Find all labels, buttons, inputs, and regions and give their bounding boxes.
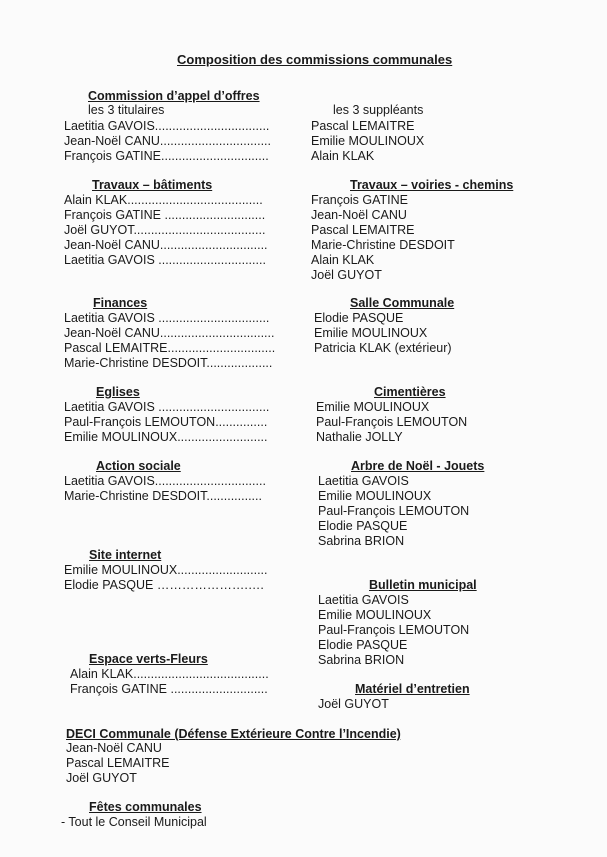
list-item: Emilie MOULINOUX — [316, 400, 430, 414]
list-item: Emilie MOULINOUX — [314, 326, 428, 340]
heading-finances: Finances — [93, 296, 148, 310]
heading-appel-offres: Commission d’appel d’offres — [88, 89, 260, 103]
list-deci — [66, 741, 170, 786]
list-item: Marie-Christine DESDOIT................... — [64, 356, 273, 370]
heading-travaux-voiries: Travaux – voiries - chemins — [350, 178, 514, 192]
list-action-sociale — [64, 474, 266, 504]
list-item: - Tout le Conseil Municipal — [61, 815, 207, 829]
heading-site-internet: Site internet — [89, 548, 162, 562]
list-item: Joël GUYOT — [311, 268, 382, 282]
heading-eglises: Eglises — [96, 385, 140, 399]
list-item: Alain KLAK — [311, 149, 375, 163]
list-site-internet — [64, 563, 268, 593]
list-salle-communale — [314, 311, 452, 356]
heading-travaux-batiments: Travaux – bâtiments — [92, 178, 213, 192]
list-item: François GATINE ............................. — [64, 208, 266, 222]
list-item: Laetitia GAVOIS ............................... — [64, 253, 266, 267]
list-item: Jean-Noël CANU................................ — [64, 134, 272, 148]
list-item: Emilie MOULINOUX — [311, 134, 425, 148]
list-item: Pascal LEMAITRE — [66, 756, 170, 770]
list-item: Laetitia GAVOIS — [318, 593, 409, 607]
list-item: Joël GUYOT — [318, 697, 389, 711]
list-fetes — [61, 815, 207, 830]
list-item: Patricia KLAK (extérieur) — [314, 341, 452, 355]
list-item: Elodie PASQUE — [314, 311, 404, 325]
list-item: Alain KLAK — [311, 253, 375, 267]
list-item: Jean-Noël CANU............................... — [64, 238, 268, 252]
list-item: Elodie PASQUE — [318, 638, 408, 652]
list-espace-verts — [70, 667, 269, 697]
list-item: François GATINE............................... — [64, 149, 269, 163]
list-bulletin-municipal — [318, 593, 469, 668]
heading-cimetieres: Cimentières — [374, 385, 446, 399]
heading-bulletin-municipal: Bulletin municipal — [369, 578, 477, 592]
page-title: Composition des commissions communales — [177, 52, 453, 67]
list-item: Emilie MOULINOUX — [318, 608, 432, 622]
list-item: Jean-Noël CANU — [311, 208, 407, 222]
list-titulaires — [64, 119, 271, 164]
list-materiel-entretien — [318, 697, 389, 712]
list-item: Marie-Christine DESDOIT................ — [64, 489, 262, 503]
list-item: Pascal LEMAITRE — [311, 223, 415, 237]
list-item: Paul-François LEMOUTON — [316, 415, 468, 429]
heading-action-sociale: Action sociale — [96, 459, 181, 473]
list-item: Jean-Noël CANU................................. — [64, 326, 275, 340]
list-item: Alain KLAK....................................... — [64, 193, 263, 207]
list-item: Emilie MOULINOUX.......................... — [64, 563, 268, 577]
heading-espace-verts: Espace verts-Fleurs — [89, 652, 208, 666]
list-travaux-voiries — [311, 193, 455, 283]
label-suppleants: les 3 suppléants — [333, 103, 424, 117]
list-item: Laetitia GAVOIS ................................ — [64, 400, 270, 414]
list-item: Joël GUYOT...................................... — [64, 223, 266, 237]
list-eglises — [64, 400, 269, 445]
list-item: François GATINE — [311, 193, 409, 207]
list-item: Nathalie JOLLY — [316, 430, 403, 444]
list-item: Marie-Christine DESDOIT — [311, 238, 455, 252]
list-item: Paul-François LEMOUTON — [318, 623, 470, 637]
list-item: Sabrina BRION — [318, 653, 405, 667]
list-item: Pascal LEMAITRE............................... — [64, 341, 276, 355]
list-item: Paul-François LEMOUTON............... — [64, 415, 268, 429]
list-item: Alain KLAK....................................... — [70, 667, 269, 681]
label-titulaires: les 3 titulaires — [88, 103, 165, 117]
list-item: Laetitia GAVOIS................................ — [64, 474, 266, 488]
list-item: François GATINE ............................ — [70, 682, 268, 696]
list-finances — [64, 311, 275, 371]
list-item: Elodie PASQUE — [318, 519, 408, 533]
list-item: Elodie PASQUE ………………….…. — [64, 578, 264, 592]
list-suppleants — [311, 119, 424, 164]
heading-arbre-noel: Arbre de Noël - Jouets — [351, 459, 485, 473]
heading-deci: DECI Communale (Défense Extérieure Contre l’Incendie) — [66, 727, 401, 741]
list-item: Jean-Noël CANU — [66, 741, 162, 755]
list-arbre-noel — [318, 474, 469, 549]
heading-salle-communale: Salle Communale — [350, 296, 455, 310]
list-item: Laetitia GAVOIS................................. — [64, 119, 270, 133]
list-cimetieres — [316, 400, 467, 445]
list-item: Pascal LEMAITRE — [311, 119, 415, 133]
heading-materiel-entretien: Matériel d’entretien — [355, 682, 470, 696]
list-travaux-batiments — [64, 193, 268, 268]
list-item: Paul-François LEMOUTON — [318, 504, 470, 518]
list-item: Emilie MOULINOUX — [318, 489, 432, 503]
heading-fetes: Fêtes communales — [89, 800, 202, 814]
list-item: Emilie MOULINOUX.......................... — [64, 430, 268, 444]
list-item: Joël GUYOT — [66, 771, 137, 785]
list-item: Laetitia GAVOIS — [318, 474, 409, 488]
list-item: Laetitia GAVOIS ................................ — [64, 311, 270, 325]
list-item: Sabrina BRION — [318, 534, 405, 548]
